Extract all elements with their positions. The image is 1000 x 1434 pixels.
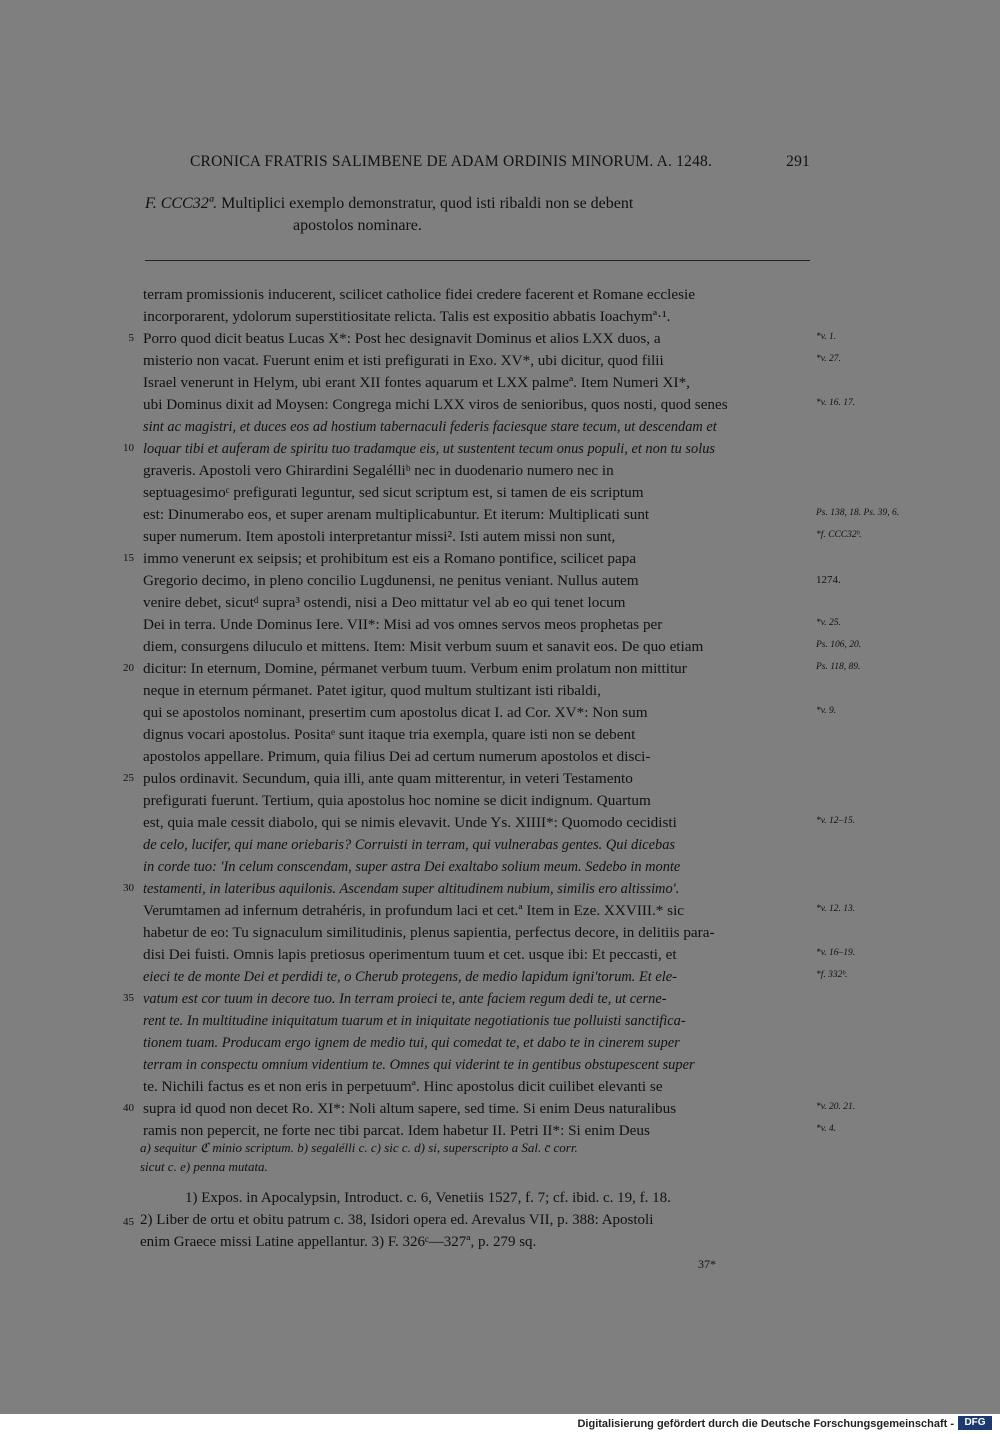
line-number: 10 (123, 442, 134, 454)
text-line: immo venerunt ex seipsis; et prohibitum est eis a Romano pontifice, scilicet papa (143, 550, 637, 567)
line-number: 15 (123, 552, 134, 564)
margin-reference: 1274. (816, 574, 841, 586)
margin-reference: *f. CCC32ᵇ. (816, 530, 862, 540)
text-line: tionem tuam. Producam ergo ignem de medio tui, qui comedat te, et dabo te in cinerem super (143, 1035, 680, 1051)
footnote: 2) Liber de ortu et obitu patrum c. 38, Isidori opera ed. Arevalus VII, p. 388: Apostoli (140, 1212, 654, 1228)
heading-line-1: Multiplici exemplo demonstratur, quod isti ribaldi non se debent (221, 195, 634, 212)
heading-rule (145, 260, 810, 261)
margin-reference: *v. 16–19. (816, 948, 856, 958)
text-line: dicitur: In eternum, Domine, pérmanet verbum tuum. Verbum enim prolatum non mittitur (143, 660, 687, 677)
text-line: est, quia male cessit diabolo, qui se nimis elevavit. Unde Ys. XIIII*: Quomodo cecidisti (143, 814, 677, 831)
text-line: in corde tuo: 'In celum conscendam, super astra Dei exaltabo solium meum. Sedebo in monte (143, 859, 681, 875)
margin-reference: Ps. 138, 18. Ps. 39, 6. (816, 508, 900, 518)
margin-reference: *v. 9. (816, 706, 837, 716)
text-line: prefigurati fuerunt. Tertium, quia apostolus hoc nomine se dicit indignum. Quartum (143, 792, 651, 809)
text-line: testamenti, in lateribus aquilonis. Ascendam super altitudinem nubium, similis ero altissimo'. (143, 881, 680, 897)
text-line: Porro quod dicit beatus Lucas X*: Post hec designavit Dominus et alios LXX duos, a (143, 330, 661, 347)
margin-reference: *v. 1. (816, 332, 837, 342)
text-line: venire debet, sicutᵈ supra³ ostendi, nisi a Deo mittatur vel ab eo qui tenet locum (143, 594, 626, 611)
margin-reference: *v. 16. 17. (816, 398, 856, 408)
apparatus-note: sicut c. e) penna mutata. (140, 1159, 268, 1174)
text-line: neque in eternum pérmanet. Patet igitur, quod multum stultizant isti ribaldi, (143, 682, 601, 699)
footnote: 1) Expos. in Apocalypsin, Introduct. c. 6, Venetiis 1527, f. 7; cf. ibid. c. 19, f. 18. (185, 1190, 671, 1206)
heading-line-2: apostolos nominare. (293, 217, 422, 234)
text-line: terram in conspectu omnium videntium te. Omnes qui viderint te in gentibus obstupescent super (143, 1057, 695, 1073)
apparatus-note: a) sequitur ℭ minio scriptum. b) segalélli c. c) sic c. d) si, superscripto a Sal. c̄ corr. (140, 1140, 578, 1155)
running-header (190, 153, 810, 171)
line-number: 25 (123, 772, 134, 784)
funding-notice: Digitalisierung gefördert durch die Deutsche Forschungsgemeinschaft - (577, 1418, 954, 1430)
page-number: 291 (786, 153, 810, 170)
signature-mark: 37* (698, 1257, 716, 1271)
text-line: Dei in terra. Unde Dominus Iere. VII*: Misi ad vos omnes servos meos prophetas per (143, 616, 663, 633)
line-number: 30 (123, 882, 134, 894)
text-line: ramis non pepercit, ne forte nec tibi parcat. Idem habetur II. Petri II*: Si enim Deus (143, 1122, 650, 1139)
text-line: sint ac magistri, et duces eos ad hostium tabernaculi federis faciesque stare tecum, ut descendam et (143, 419, 717, 435)
text-line: graveris. Apostoli vero Ghirardini Segalélliᵇ nec in duodenario numero nec in (143, 462, 614, 479)
line-number: 40 (123, 1102, 134, 1114)
margin-reference: Ps. 118, 89. (816, 662, 861, 672)
dfg-logo: DFG (958, 1416, 992, 1430)
text-line: est: Dinumerabo eos, et super arenam multiplicabuntur. Et iterum: Multiplicati sunt (143, 506, 650, 523)
text-line: supra id quod non decet Ro. XI*: Noli altum sapere, sed time. Si enim Deus naturalibus (143, 1100, 677, 1117)
text-line: apostolos appellare. Primum, quia filius Dei ad certum numerum apostolos et disci- (143, 748, 651, 765)
margin-reference: *v. 27. (816, 354, 841, 364)
margin-reference: *v. 25. (816, 618, 841, 628)
margin-reference: *v. 20. 21. (816, 1102, 856, 1112)
text-line: te. Nichili factus es et non eris in perpetuumª. Hinc apostolus dicit cuilibet elevanti se (143, 1078, 663, 1095)
footnote: enim Graece missi Latine appellantur. 3) F. 326ᶜ—327ª, p. 279 sq. (140, 1234, 537, 1250)
margin-reference: *f. 332ᵇ. (816, 970, 848, 980)
text-line: ubi Dominus dixit ad Moysen: Congrega michi LXX viros de senioribus, quos nosti, quod senes (143, 396, 728, 413)
line-number: 45 (123, 1216, 134, 1228)
text-line: vatum est cor tuum in decore tuo. In terram proieci te, ante faciem regum dedi te, ut cerne- (143, 991, 667, 1007)
text-line: habetur de eo: Tu signaculum similitudinis, plenus sapientia, perfectus decore, in delitiis para- (143, 924, 715, 941)
margin-reference: *v. 12. 13. (816, 904, 856, 914)
text-line: rent te. In multitudine iniquitatum tuarum et in iniquitate negotiationis tue polluisti sanctifica- (143, 1013, 686, 1029)
text-line: qui se apostolos nominant, presertim cum apostolus dicat I. ad Cor. XV*: Non sum (143, 704, 648, 721)
running-title: CRONICA FRATRIS SALIMBENE DE ADAM ORDINIS MINORUM. A. 1248. (190, 153, 713, 170)
folio-reference: F. CCC32ª. (145, 195, 218, 212)
text-line: incorporarent, ydolorum superstitiositate relicta. Talis est expositio abbatis Ioachymª·¹. (143, 308, 671, 325)
text-line: septuagesimoᶜ prefigurati leguntur, sed sicut scriptum est, si tamen de eis scriptum (143, 484, 644, 501)
line-number: 20 (123, 662, 134, 674)
text-line: Israel venerunt in Helym, ubi erant XII fontes aquarum et LXX palmeª. Item Numeri XI*, (143, 374, 690, 391)
line-number: 5 (128, 332, 134, 344)
margin-reference: *v. 12–15. (816, 816, 856, 826)
text-line: terram promissionis inducerent, scilicet catholice fidei credere facerent et Romane ecclesie (143, 286, 695, 303)
text-line: loquar tibi et auferam de spiritu tuo tradamque eis, ut sustentent tecum onus populi, et non tu solus (143, 441, 715, 457)
text-line: super numerum. Item apostoli interpretantur missi². Isti autem missi non sunt, (143, 528, 616, 545)
text-line: Verumtamen ad infernum detrahéris, in profundum laci et cet.ª Item in Eze. XXVIII.* sic (143, 902, 685, 919)
text-line: pulos ordinavit. Secundum, quia illi, ante quam mitterentur, in veteri Testamento (143, 770, 633, 787)
line-number: 35 (123, 992, 134, 1004)
text-line: dignus vocari apostolus. Positaᵉ sunt itaque tria exempla, quare isti non se debent (143, 726, 636, 743)
margin-reference: Ps. 106, 20. (816, 640, 862, 650)
text-line: de celo, lucifer, qui mane oriebaris? Corruisti in terram, qui vulnerabas gentes. Qui dicebas (143, 837, 676, 853)
margin-reference: *v. 4. (816, 1124, 837, 1134)
text-line: Gregorio decimo, in pleno concilio Lugdunensi, ne penitus veniant. Nullus autem (143, 572, 639, 589)
text-line: diem, consurgens diluculo et mittens. Item: Misit verbum suum et sanavit eos. De quo etiam (143, 638, 704, 655)
chapter-heading (145, 193, 810, 237)
text-line: disi Dei fuisti. Omnis lapis pretiosus operimentum tuum et cet. usque ibi: Et peccasti, et (143, 946, 677, 963)
text-line: eieci te de monte Dei et perdidi te, o Cherub protegens, de medio lapidum igni'torum. Et ele- (143, 969, 677, 985)
text-line: misterio non vacat. Fuerunt enim et isti prefigurati in Exo. XV*, ubi dicitur, quod filii (143, 352, 664, 369)
